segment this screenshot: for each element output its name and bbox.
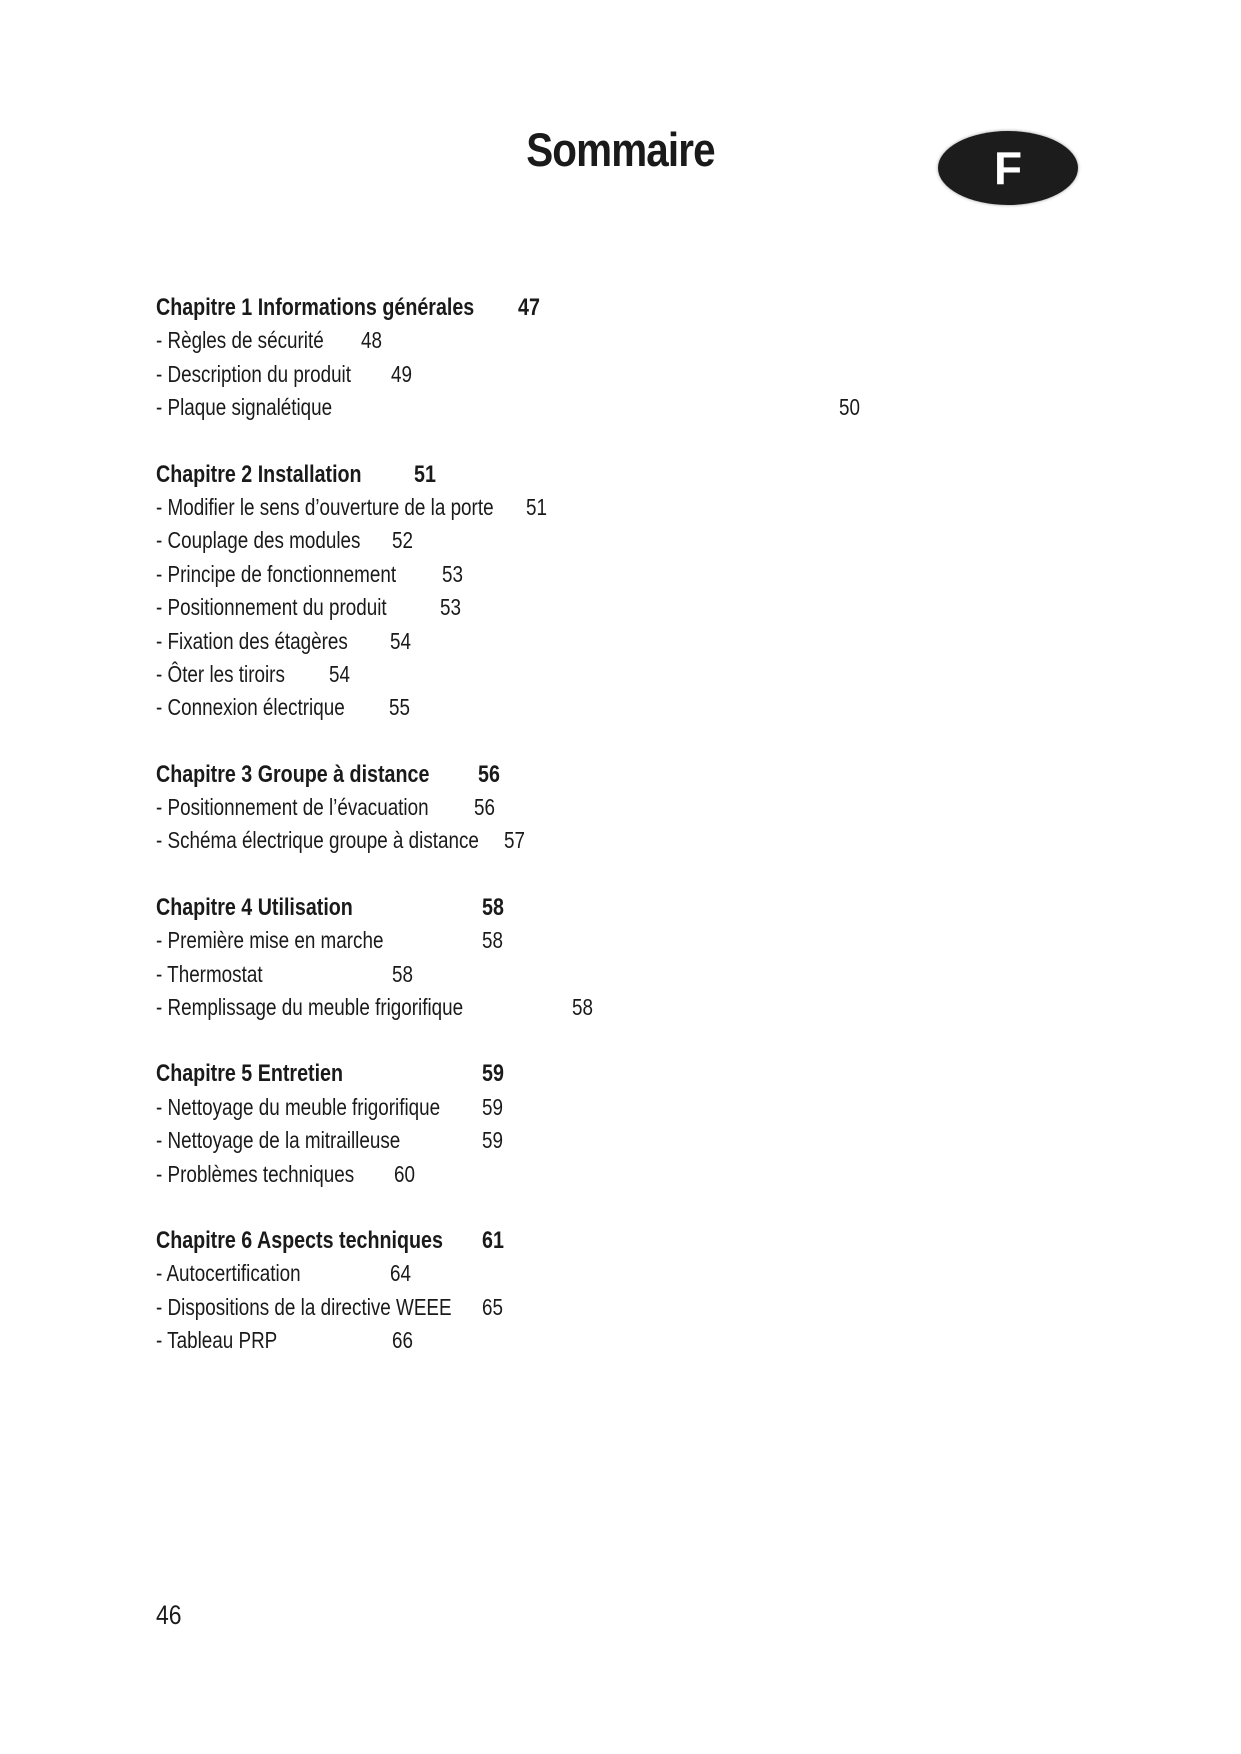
toc-entry-label: - Connexion électrique: [156, 694, 345, 721]
toc-entry-page: 58: [482, 927, 503, 954]
toc-entry-label: - Modifier le sens d’ouverture de la porte: [156, 493, 494, 520]
toc-chapter: [156, 891, 1156, 1025]
toc-entry: [156, 691, 1156, 724]
toc-entry-page: 53: [440, 594, 461, 621]
language-badge: F: [938, 131, 1078, 205]
toc-entry-page: 60: [394, 1160, 415, 1187]
toc-chapter-title: Chapitre 1 Informations générales: [156, 294, 475, 321]
toc-entry-page: 64: [390, 1260, 411, 1287]
toc-entry: [156, 824, 1156, 857]
table-of-contents: [156, 291, 1156, 1391]
toc-entry-label: - Principe de fonctionnement: [156, 560, 397, 587]
toc-entry-label: - Ôter les tiroirs: [156, 660, 285, 687]
toc-entry: [156, 324, 1156, 357]
toc-entry-label: - Description du produit: [156, 360, 351, 387]
toc-entry-label: - Tableau PRP: [156, 1327, 278, 1354]
page-title: Sommaire: [526, 123, 715, 176]
toc-entry-label: - Couplage des modules: [156, 527, 361, 554]
toc-entry-label: - Problèmes techniques: [156, 1160, 355, 1187]
toc-entry-page: 53: [442, 560, 463, 587]
toc-chapter-heading: [156, 458, 1156, 491]
toc-entry: [156, 1324, 1156, 1357]
toc-entry-page: 49: [391, 360, 412, 387]
toc-entry: [156, 1291, 1156, 1324]
toc-chapter-title: Chapitre 4 Utilisation: [156, 893, 353, 921]
toc-entry-label: - Plaque signalétique: [156, 394, 333, 421]
toc-entry: [156, 625, 1156, 658]
page-number: 46: [156, 1600, 182, 1630]
toc-entry-page: 66: [392, 1327, 413, 1354]
toc-entry-label: - Thermostat: [156, 960, 263, 987]
toc-entry-page: 48: [361, 327, 382, 354]
toc-entry: [156, 558, 1156, 591]
toc-entry-label: - Positionnement du produit: [156, 594, 387, 621]
toc-entry-page: 52: [392, 527, 413, 554]
toc-chapter: [156, 1057, 1156, 1191]
toc-chapter-heading: [156, 291, 1156, 324]
toc-chapter-page: 61: [482, 1226, 504, 1254]
toc-entry-page: 59: [482, 1093, 503, 1120]
toc-entry: [156, 391, 1156, 424]
toc-entry-label: - Autocertification: [156, 1260, 301, 1287]
toc-entry-page: 54: [329, 660, 350, 687]
toc-entry-page: 59: [482, 1127, 503, 1154]
toc-entry-page: 50: [839, 394, 860, 421]
toc-entry: [156, 1257, 1156, 1290]
toc-entry: [156, 591, 1156, 624]
toc-chapter-title: Chapitre 5 Entretien: [156, 1060, 343, 1088]
toc-entry-label: - Nettoyage de la mitrailleuse: [156, 1127, 401, 1154]
toc-chapter-page: 59: [482, 1060, 504, 1088]
toc-entry: [156, 924, 1156, 957]
toc-chapter-page: 51: [414, 460, 436, 488]
toc-entry-page: 54: [390, 627, 411, 654]
toc-entry-label: - Règles de sécurité: [156, 327, 324, 354]
toc-entry: [156, 524, 1156, 557]
toc-entry-label: - Dispositions de la directive WEEE: [156, 1293, 452, 1320]
toc-entry: [156, 491, 1156, 524]
toc-entry: [156, 658, 1156, 691]
toc-entry: [156, 991, 1156, 1024]
toc-entry-page: 65: [482, 1293, 503, 1320]
toc-chapter-title: Chapitre 3 Groupe à distance: [156, 760, 430, 788]
toc-entry-label: - Première mise en marche: [156, 927, 384, 954]
toc-chapter-page: 56: [478, 760, 500, 788]
toc-chapter-page: 58: [482, 893, 504, 921]
toc-entry: [156, 958, 1156, 991]
toc-entry-page: 58: [572, 994, 593, 1021]
toc-entry: [156, 1091, 1156, 1124]
toc-entry-label: - Schéma électrique groupe à distance: [156, 827, 479, 854]
toc-entry-page: 51: [526, 493, 547, 520]
toc-chapter-heading: [156, 1057, 1156, 1090]
toc-chapter: [156, 758, 1156, 858]
toc-chapter-heading: [156, 758, 1156, 791]
toc-entry-label: - Positionnement de l’évacuation: [156, 794, 429, 821]
toc-chapter-heading: [156, 1224, 1156, 1257]
toc-entry-page: 58: [392, 960, 413, 987]
toc-chapter-heading: [156, 891, 1156, 924]
toc-entry-page: 56: [474, 794, 495, 821]
toc-entry-label: - Fixation des étagères: [156, 627, 348, 654]
toc-chapter: [156, 458, 1156, 725]
toc-entry-page: 55: [389, 694, 410, 721]
toc-entry-page: 57: [504, 827, 525, 854]
toc-entry: [156, 1124, 1156, 1157]
toc-chapter-title: Chapitre 6 Aspects techniques: [156, 1226, 443, 1254]
toc-entry-label: - Remplissage du meuble frigorifique: [156, 994, 464, 1021]
toc-chapter: [156, 291, 1156, 425]
toc-entry: [156, 358, 1156, 391]
toc-chapter-page: 47: [518, 294, 540, 321]
toc-chapter-title: Chapitre 2 Installation: [156, 460, 362, 488]
toc-entry-label: - Nettoyage du meuble frigorifique: [156, 1093, 441, 1120]
toc-chapter: [156, 1224, 1156, 1358]
toc-entry: [156, 1158, 1156, 1191]
toc-entry: [156, 791, 1156, 824]
